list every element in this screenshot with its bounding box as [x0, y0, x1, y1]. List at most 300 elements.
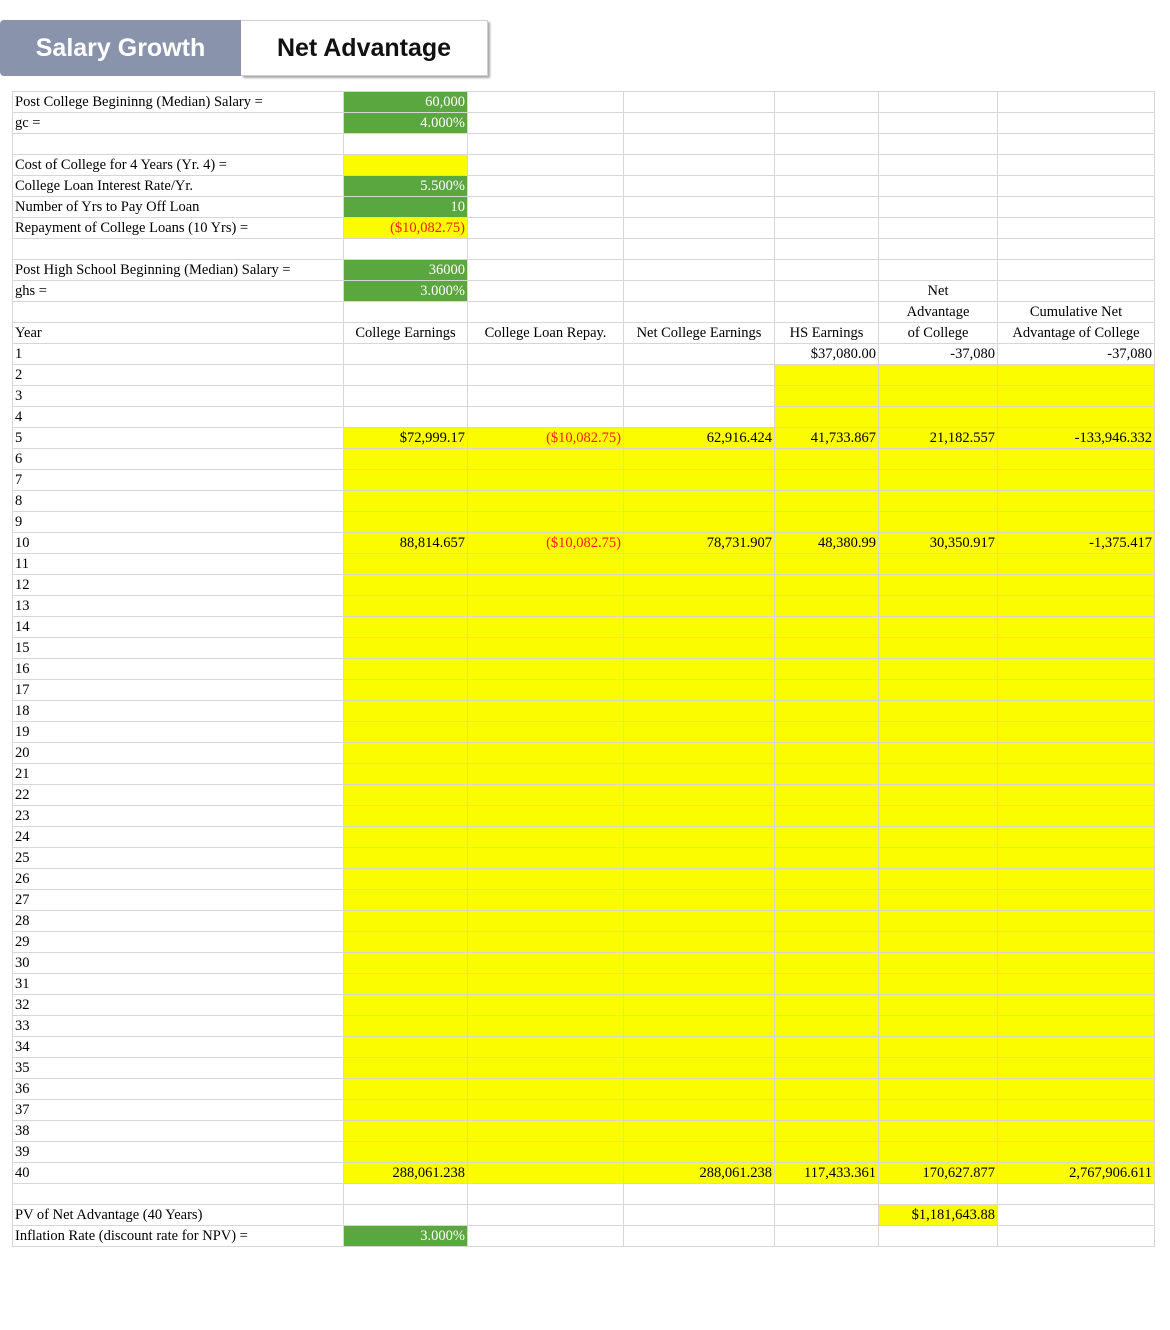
year-cell[interactable]: 19 [13, 722, 344, 743]
net-advantage-cell[interactable] [879, 1079, 998, 1100]
value-pv-net-advantage[interactable]: $1,181,643.88 [879, 1205, 998, 1226]
cumulative-net-advantage-cell[interactable] [998, 722, 1155, 743]
net-advantage-cell[interactable] [879, 890, 998, 911]
loan-repay-cell[interactable] [468, 449, 624, 470]
net-advantage-cell[interactable] [879, 1016, 998, 1037]
college-earnings-cell[interactable] [344, 386, 468, 407]
cell[interactable] [775, 260, 879, 281]
cell[interactable] [879, 197, 998, 218]
loan-repay-cell[interactable] [468, 785, 624, 806]
college-earnings-cell[interactable] [344, 365, 468, 386]
college-earnings-cell[interactable]: 288,061.238 [344, 1163, 468, 1184]
year-cell[interactable]: 28 [13, 911, 344, 932]
college-earnings-cell[interactable] [344, 407, 468, 428]
loan-repay-cell[interactable] [468, 890, 624, 911]
college-earnings-cell[interactable]: $72,999.17 [344, 428, 468, 449]
cell[interactable] [775, 218, 879, 239]
loan-repay-cell[interactable] [468, 1037, 624, 1058]
college-earnings-cell[interactable] [344, 911, 468, 932]
net-college-earnings-cell[interactable] [624, 1121, 775, 1142]
year-cell[interactable]: 24 [13, 827, 344, 848]
net-college-earnings-cell[interactable] [624, 596, 775, 617]
cell[interactable] [775, 239, 879, 260]
hs-earnings-cell[interactable]: 48,380.99 [775, 533, 879, 554]
net-college-earnings-cell[interactable] [624, 491, 775, 512]
hs-earnings-cell[interactable] [775, 1142, 879, 1163]
cell[interactable] [998, 1226, 1155, 1247]
hs-earnings-cell[interactable] [775, 449, 879, 470]
net-advantage-cell[interactable] [879, 491, 998, 512]
cell[interactable] [775, 155, 879, 176]
net-college-earnings-cell[interactable] [624, 911, 775, 932]
cell[interactable] [468, 218, 624, 239]
cumulative-net-advantage-cell[interactable] [998, 680, 1155, 701]
cell[interactable] [13, 1184, 344, 1205]
cell[interactable] [344, 1205, 468, 1226]
hs-earnings-cell[interactable] [775, 365, 879, 386]
year-cell[interactable]: 34 [13, 1037, 344, 1058]
hs-earnings-cell[interactable] [775, 764, 879, 785]
loan-repay-cell[interactable] [468, 491, 624, 512]
cumulative-net-advantage-cell[interactable] [998, 449, 1155, 470]
college-earnings-cell[interactable] [344, 890, 468, 911]
year-cell[interactable]: 29 [13, 932, 344, 953]
cumulative-net-advantage-cell[interactable] [998, 512, 1155, 533]
net-college-earnings-cell[interactable] [624, 1016, 775, 1037]
college-earnings-cell[interactable] [344, 1016, 468, 1037]
net-advantage-cell[interactable]: 21,182.557 [879, 428, 998, 449]
net-advantage-cell[interactable] [879, 470, 998, 491]
loan-repay-cell[interactable] [468, 806, 624, 827]
hs-earnings-cell[interactable] [775, 953, 879, 974]
year-cell[interactable]: 1 [13, 344, 344, 365]
net-advantage-cell[interactable] [879, 953, 998, 974]
net-advantage-cell[interactable] [879, 848, 998, 869]
input-yrs-payoff[interactable]: 10 [344, 197, 468, 218]
hs-earnings-cell[interactable] [775, 974, 879, 995]
cumulative-net-advantage-cell[interactable] [998, 953, 1155, 974]
net-advantage-cell[interactable] [879, 512, 998, 533]
hs-earnings-cell[interactable] [775, 890, 879, 911]
year-cell[interactable]: 14 [13, 617, 344, 638]
net-college-earnings-cell[interactable] [624, 743, 775, 764]
cell[interactable] [624, 260, 775, 281]
net-college-earnings-cell[interactable] [624, 974, 775, 995]
net-college-earnings-cell[interactable] [624, 869, 775, 890]
college-earnings-cell[interactable] [344, 1037, 468, 1058]
net-advantage-cell[interactable] [879, 1037, 998, 1058]
cumulative-net-advantage-cell[interactable] [998, 890, 1155, 911]
cell[interactable] [879, 155, 998, 176]
college-earnings-cell[interactable] [344, 764, 468, 785]
net-advantage-cell[interactable] [879, 365, 998, 386]
loan-repay-cell[interactable] [468, 764, 624, 785]
hs-earnings-cell[interactable] [775, 407, 879, 428]
net-college-earnings-cell[interactable] [624, 785, 775, 806]
hs-earnings-cell[interactable]: 117,433.361 [775, 1163, 879, 1184]
net-college-earnings-cell[interactable]: 78,731.907 [624, 533, 775, 554]
loan-repay-cell[interactable] [468, 1121, 624, 1142]
cell[interactable] [998, 218, 1155, 239]
cell[interactable] [998, 1205, 1155, 1226]
college-earnings-cell[interactable] [344, 638, 468, 659]
input-inflation-rate[interactable]: 3.000% [344, 1226, 468, 1247]
net-advantage-cell[interactable] [879, 554, 998, 575]
cell[interactable] [879, 113, 998, 134]
net-advantage-cell[interactable]: -37,080 [879, 344, 998, 365]
cell[interactable] [879, 239, 998, 260]
hs-earnings-cell[interactable] [775, 932, 879, 953]
cumulative-net-advantage-cell[interactable] [998, 407, 1155, 428]
cell[interactable] [998, 134, 1155, 155]
cell[interactable] [775, 134, 879, 155]
cell[interactable] [879, 92, 998, 113]
input-ghs[interactable]: 3.000% [344, 281, 468, 302]
loan-repay-cell[interactable] [468, 911, 624, 932]
college-earnings-cell[interactable] [344, 470, 468, 491]
net-advantage-cell[interactable] [879, 1058, 998, 1079]
college-earnings-cell[interactable] [344, 617, 468, 638]
net-advantage-cell[interactable] [879, 932, 998, 953]
net-college-earnings-cell[interactable] [624, 1142, 775, 1163]
input-gc[interactable]: 4.000% [344, 113, 468, 134]
year-cell[interactable]: 22 [13, 785, 344, 806]
hs-earnings-cell[interactable] [775, 1121, 879, 1142]
college-earnings-cell[interactable] [344, 1100, 468, 1121]
cumulative-net-advantage-cell[interactable] [998, 1037, 1155, 1058]
college-earnings-cell[interactable] [344, 1058, 468, 1079]
cell[interactable] [624, 92, 775, 113]
hs-earnings-cell[interactable] [775, 995, 879, 1016]
year-cell[interactable]: 30 [13, 953, 344, 974]
loan-repay-cell[interactable] [468, 932, 624, 953]
year-cell[interactable]: 31 [13, 974, 344, 995]
cell[interactable] [468, 239, 624, 260]
college-earnings-cell[interactable] [344, 449, 468, 470]
cell[interactable] [879, 218, 998, 239]
hs-earnings-cell[interactable] [775, 701, 879, 722]
net-advantage-cell[interactable] [879, 764, 998, 785]
college-earnings-cell[interactable] [344, 1142, 468, 1163]
cell[interactable] [468, 113, 624, 134]
cumulative-net-advantage-cell[interactable] [998, 848, 1155, 869]
college-earnings-cell[interactable] [344, 575, 468, 596]
cell[interactable] [13, 239, 344, 260]
cumulative-net-advantage-cell[interactable] [998, 491, 1155, 512]
cumulative-net-advantage-cell[interactable] [998, 995, 1155, 1016]
cumulative-net-advantage-cell[interactable] [998, 617, 1155, 638]
year-cell[interactable]: 6 [13, 449, 344, 470]
net-advantage-cell[interactable] [879, 995, 998, 1016]
year-cell[interactable]: 12 [13, 575, 344, 596]
net-advantage-cell[interactable] [879, 974, 998, 995]
cell[interactable] [624, 1205, 775, 1226]
cell[interactable] [775, 302, 879, 323]
net-advantage-cell[interactable] [879, 386, 998, 407]
cumulative-net-advantage-cell[interactable] [998, 701, 1155, 722]
hs-earnings-cell[interactable] [775, 869, 879, 890]
cumulative-net-advantage-cell[interactable] [998, 1100, 1155, 1121]
net-college-earnings-cell[interactable] [624, 638, 775, 659]
loan-repay-cell[interactable] [468, 617, 624, 638]
college-earnings-cell[interactable] [344, 743, 468, 764]
cell[interactable] [468, 260, 624, 281]
loan-repay-cell[interactable] [468, 344, 624, 365]
net-advantage-cell[interactable] [879, 1121, 998, 1142]
cumulative-net-advantage-cell[interactable] [998, 743, 1155, 764]
hs-earnings-cell[interactable] [775, 554, 879, 575]
input-hs-salary[interactable]: 36000 [344, 260, 468, 281]
net-college-earnings-cell[interactable] [624, 722, 775, 743]
net-advantage-cell[interactable]: 170,627.877 [879, 1163, 998, 1184]
year-cell[interactable]: 9 [13, 512, 344, 533]
cell[interactable] [998, 176, 1155, 197]
cumulative-net-advantage-cell[interactable] [998, 470, 1155, 491]
loan-repay-cell[interactable] [468, 575, 624, 596]
net-college-earnings-cell[interactable] [624, 1079, 775, 1100]
net-advantage-cell[interactable] [879, 449, 998, 470]
hs-earnings-cell[interactable] [775, 785, 879, 806]
loan-repay-cell[interactable] [468, 596, 624, 617]
loan-repay-cell[interactable] [468, 638, 624, 659]
cumulative-net-advantage-cell[interactable] [998, 638, 1155, 659]
cell[interactable] [468, 92, 624, 113]
cell[interactable] [468, 155, 624, 176]
year-cell[interactable]: 2 [13, 365, 344, 386]
loan-repay-cell[interactable] [468, 407, 624, 428]
year-cell[interactable]: 7 [13, 470, 344, 491]
cell[interactable] [468, 1205, 624, 1226]
cell[interactable] [998, 239, 1155, 260]
loan-repay-cell[interactable] [468, 659, 624, 680]
value-repayment[interactable]: ($10,082.75) [344, 218, 468, 239]
cell[interactable] [344, 239, 468, 260]
cell[interactable] [998, 155, 1155, 176]
college-earnings-cell[interactable] [344, 974, 468, 995]
hs-earnings-cell[interactable] [775, 848, 879, 869]
hs-earnings-cell[interactable] [775, 1079, 879, 1100]
net-college-earnings-cell[interactable] [624, 554, 775, 575]
year-cell[interactable]: 18 [13, 701, 344, 722]
cell[interactable] [775, 1184, 879, 1205]
loan-repay-cell[interactable] [468, 680, 624, 701]
hs-earnings-cell[interactable] [775, 512, 879, 533]
hs-earnings-cell[interactable] [775, 386, 879, 407]
hs-earnings-cell[interactable] [775, 596, 879, 617]
hs-earnings-cell[interactable] [775, 491, 879, 512]
cell[interactable] [775, 1226, 879, 1247]
net-advantage-cell[interactable] [879, 869, 998, 890]
loan-repay-cell[interactable] [468, 1100, 624, 1121]
cumulative-net-advantage-cell[interactable] [998, 764, 1155, 785]
college-earnings-cell[interactable] [344, 953, 468, 974]
cumulative-net-advantage-cell[interactable] [998, 554, 1155, 575]
cumulative-net-advantage-cell[interactable] [998, 386, 1155, 407]
year-cell[interactable]: 10 [13, 533, 344, 554]
cell[interactable] [624, 302, 775, 323]
input-post-college-salary[interactable]: 60,000 [344, 92, 468, 113]
cumulative-net-advantage-cell[interactable] [998, 974, 1155, 995]
hs-earnings-cell[interactable] [775, 1016, 879, 1037]
net-advantage-cell[interactable] [879, 596, 998, 617]
cell[interactable] [624, 176, 775, 197]
cumulative-net-advantage-cell[interactable] [998, 365, 1155, 386]
year-cell[interactable]: 13 [13, 596, 344, 617]
cell[interactable] [998, 197, 1155, 218]
net-college-earnings-cell[interactable] [624, 1100, 775, 1121]
tab-salary-growth[interactable]: Salary Growth [0, 20, 241, 76]
cumulative-net-advantage-cell[interactable] [998, 575, 1155, 596]
net-college-earnings-cell[interactable] [624, 953, 775, 974]
cell[interactable] [998, 92, 1155, 113]
college-earnings-cell[interactable] [344, 701, 468, 722]
net-college-earnings-cell[interactable] [624, 932, 775, 953]
net-advantage-cell[interactable] [879, 806, 998, 827]
net-college-earnings-cell[interactable]: 288,061.238 [624, 1163, 775, 1184]
cumulative-net-advantage-cell[interactable] [998, 932, 1155, 953]
cell[interactable] [624, 197, 775, 218]
cell[interactable] [13, 134, 344, 155]
college-earnings-cell[interactable] [344, 827, 468, 848]
cumulative-net-advantage-cell[interactable] [998, 1058, 1155, 1079]
year-cell[interactable]: 40 [13, 1163, 344, 1184]
college-earnings-cell[interactable] [344, 680, 468, 701]
net-college-earnings-cell[interactable] [624, 470, 775, 491]
college-earnings-cell[interactable] [344, 722, 468, 743]
loan-repay-cell[interactable] [468, 1058, 624, 1079]
year-cell[interactable]: 38 [13, 1121, 344, 1142]
loan-repay-cell[interactable] [468, 1016, 624, 1037]
net-advantage-cell[interactable] [879, 659, 998, 680]
cumulative-net-advantage-cell[interactable]: -37,080 [998, 344, 1155, 365]
net-advantage-cell[interactable] [879, 827, 998, 848]
cumulative-net-advantage-cell[interactable] [998, 596, 1155, 617]
cell[interactable] [624, 134, 775, 155]
year-cell[interactable]: 15 [13, 638, 344, 659]
cumulative-net-advantage-cell[interactable]: 2,767,906.611 [998, 1163, 1155, 1184]
input-loan-rate[interactable]: 5.500% [344, 176, 468, 197]
hs-earnings-cell[interactable] [775, 617, 879, 638]
year-cell[interactable]: 16 [13, 659, 344, 680]
year-cell[interactable]: 5 [13, 428, 344, 449]
cell[interactable] [624, 239, 775, 260]
year-cell[interactable]: 25 [13, 848, 344, 869]
input-cost-college[interactable] [344, 155, 468, 176]
cell[interactable] [624, 113, 775, 134]
net-college-earnings-cell[interactable] [624, 365, 775, 386]
cell[interactable] [998, 281, 1155, 302]
net-college-earnings-cell[interactable] [624, 995, 775, 1016]
cell[interactable] [624, 218, 775, 239]
year-cell[interactable]: 21 [13, 764, 344, 785]
year-cell[interactable]: 37 [13, 1100, 344, 1121]
loan-repay-cell[interactable] [468, 365, 624, 386]
hs-earnings-cell[interactable] [775, 680, 879, 701]
loan-repay-cell[interactable] [468, 827, 624, 848]
college-earnings-cell[interactable] [344, 596, 468, 617]
cell[interactable] [879, 1226, 998, 1247]
cell[interactable] [344, 1184, 468, 1205]
loan-repay-cell[interactable]: ($10,082.75) [468, 533, 624, 554]
college-earnings-cell[interactable] [344, 932, 468, 953]
hs-earnings-cell[interactable]: $37,080.00 [775, 344, 879, 365]
college-earnings-cell[interactable] [344, 1121, 468, 1142]
loan-repay-cell[interactable] [468, 554, 624, 575]
college-earnings-cell[interactable] [344, 869, 468, 890]
loan-repay-cell[interactable] [468, 1163, 624, 1184]
loan-repay-cell[interactable] [468, 701, 624, 722]
net-college-earnings-cell[interactable] [624, 848, 775, 869]
net-advantage-cell[interactable] [879, 638, 998, 659]
net-college-earnings-cell[interactable] [624, 617, 775, 638]
hs-earnings-cell[interactable] [775, 911, 879, 932]
net-college-earnings-cell[interactable] [624, 1037, 775, 1058]
cell[interactable] [879, 260, 998, 281]
net-college-earnings-cell[interactable] [624, 659, 775, 680]
cell[interactable] [13, 302, 344, 323]
cell[interactable] [879, 176, 998, 197]
college-earnings-cell[interactable] [344, 491, 468, 512]
college-earnings-cell[interactable] [344, 995, 468, 1016]
cell[interactable] [624, 155, 775, 176]
cumulative-net-advantage-cell[interactable] [998, 869, 1155, 890]
net-advantage-cell[interactable]: 30,350.917 [879, 533, 998, 554]
net-college-earnings-cell[interactable] [624, 806, 775, 827]
year-cell[interactable]: 4 [13, 407, 344, 428]
net-college-earnings-cell[interactable] [624, 386, 775, 407]
college-earnings-cell[interactable] [344, 848, 468, 869]
net-college-earnings-cell[interactable] [624, 449, 775, 470]
loan-repay-cell[interactable]: ($10,082.75) [468, 428, 624, 449]
net-advantage-cell[interactable] [879, 911, 998, 932]
cell[interactable] [468, 176, 624, 197]
year-cell[interactable]: 23 [13, 806, 344, 827]
hs-earnings-cell[interactable] [775, 638, 879, 659]
cell[interactable] [998, 113, 1155, 134]
net-college-earnings-cell[interactable]: 62,916.424 [624, 428, 775, 449]
college-earnings-cell[interactable] [344, 659, 468, 680]
year-cell[interactable]: 20 [13, 743, 344, 764]
cumulative-net-advantage-cell[interactable] [998, 785, 1155, 806]
cell[interactable] [468, 302, 624, 323]
net-advantage-cell[interactable] [879, 1142, 998, 1163]
hs-earnings-cell[interactable] [775, 1037, 879, 1058]
loan-repay-cell[interactable] [468, 974, 624, 995]
cumulative-net-advantage-cell[interactable] [998, 1142, 1155, 1163]
cell[interactable] [468, 134, 624, 155]
tab-net-advantage[interactable]: Net Advantage [241, 20, 488, 76]
cumulative-net-advantage-cell[interactable] [998, 827, 1155, 848]
hs-earnings-cell[interactable] [775, 1058, 879, 1079]
year-cell[interactable]: 33 [13, 1016, 344, 1037]
hs-earnings-cell[interactable] [775, 743, 879, 764]
hs-earnings-cell[interactable] [775, 659, 879, 680]
cell[interactable] [775, 113, 879, 134]
cumulative-net-advantage-cell[interactable] [998, 806, 1155, 827]
loan-repay-cell[interactable] [468, 722, 624, 743]
net-college-earnings-cell[interactable] [624, 512, 775, 533]
hs-earnings-cell[interactable] [775, 722, 879, 743]
cell[interactable] [775, 281, 879, 302]
year-cell[interactable]: 8 [13, 491, 344, 512]
cumulative-net-advantage-cell[interactable] [998, 1016, 1155, 1037]
net-college-earnings-cell[interactable] [624, 680, 775, 701]
college-earnings-cell[interactable]: 88,814.657 [344, 533, 468, 554]
year-cell[interactable]: 36 [13, 1079, 344, 1100]
cell[interactable] [468, 197, 624, 218]
cumulative-net-advantage-cell[interactable] [998, 659, 1155, 680]
loan-repay-cell[interactable] [468, 995, 624, 1016]
